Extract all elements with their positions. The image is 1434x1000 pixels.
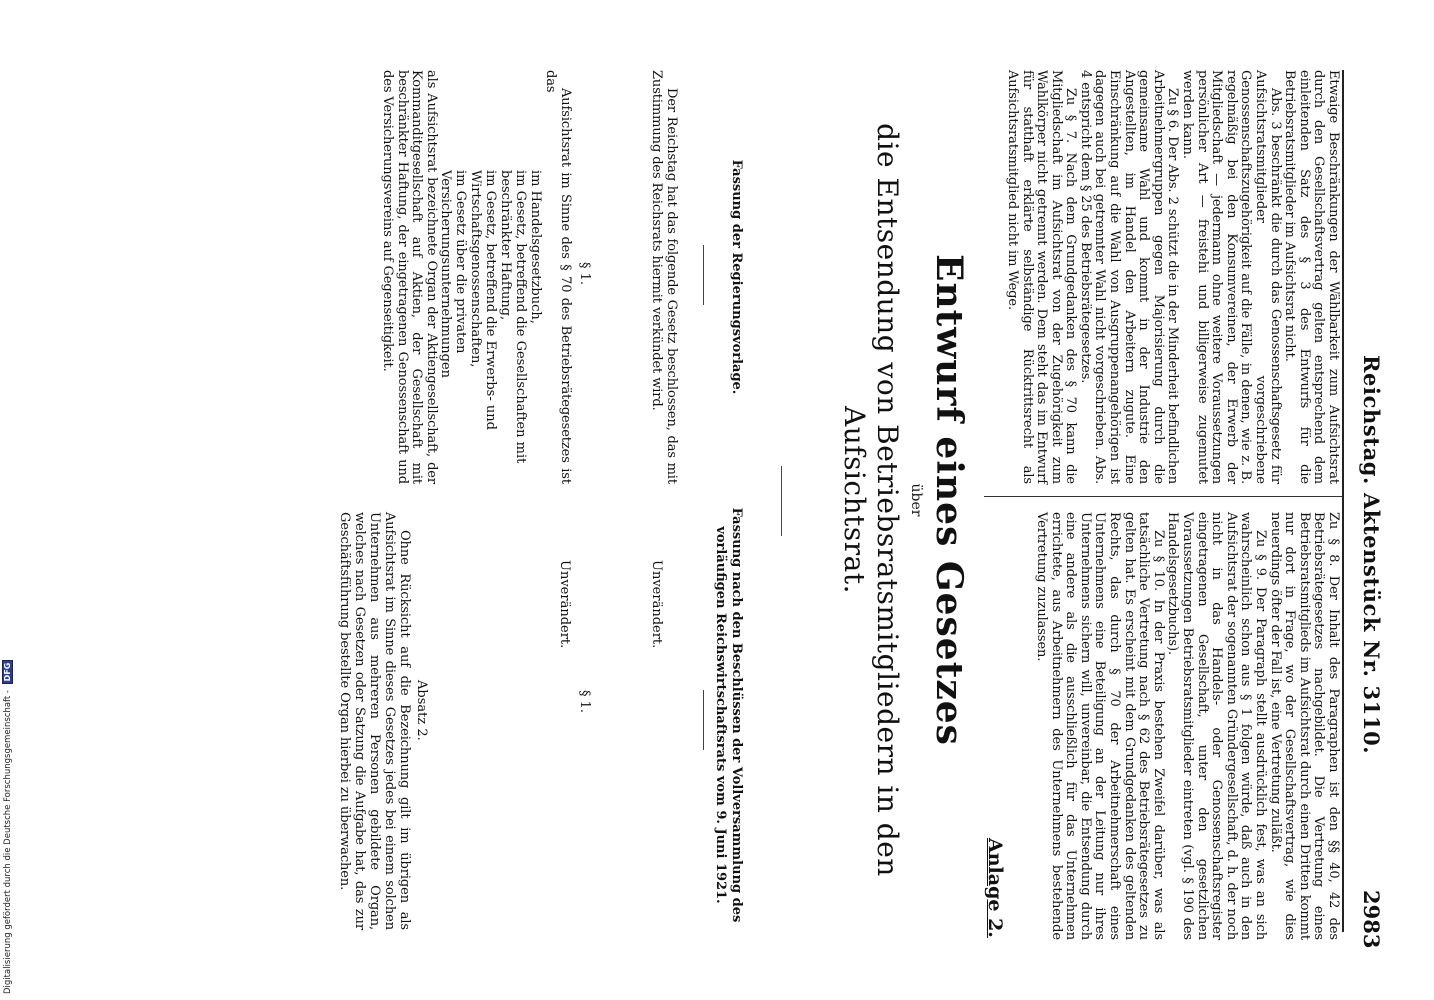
title-separator xyxy=(781,466,782,536)
page-number: 2983 xyxy=(1359,890,1384,949)
law-title-block xyxy=(838,70,972,930)
paragraph-2-label: Absatz 2. xyxy=(414,680,429,741)
government-draft-heading: Fassung der Regierungsvorlage. xyxy=(729,159,744,395)
heading-separator-left xyxy=(703,245,704,305)
header-rule xyxy=(1342,70,1344,932)
section-1-text xyxy=(379,70,572,484)
running-header-title: Reichstag. Aktenstück Nr. 3110. xyxy=(1359,355,1384,755)
law-title-subject: die Entsendung von Betriebsratsmitgliedern in den Aufsichtsrat. xyxy=(838,123,904,877)
dfg-logo: DFG xyxy=(2,660,13,685)
section-heading-left: § 1. xyxy=(577,262,592,286)
law-list-item: im Handelsgesetzbuch, xyxy=(527,170,543,324)
commentary-paragraph: Zu § 7. Nach dem Grundgedanken des § 70 kann die Mitgliedschaft im Aufsichtsrat von der Zugehörigkeit zum Wahlkörper nicht getrennt werden. Dem steht das im Entwurf für statthaft erklärte selbständige Rücktrittsrecht als Aufsichtsratsmitglied nicht im Wege. xyxy=(1004,70,1079,484)
section-1-outro: als Aufsichtsrat bezeichnete Organ der Aktiengesellschaft, der Kommanditgesellschaft auf Aktien, der Gesellschaft mit beschränkter Haftung, der eingetragenen Genossenschaft und des Versicherungsvereins auf Gegenseitigkeit. xyxy=(380,70,439,484)
column-divider xyxy=(984,496,1342,497)
heading-separator-right xyxy=(703,690,704,750)
section-1-intro: Aufsichtsrat im Sinne des § 70 des Betriebsrätegesetzes ist das xyxy=(543,70,573,484)
annex-label: Anlage 2. xyxy=(984,838,1006,938)
section-heading-right: § 1. xyxy=(577,690,592,714)
commentary-paragraph: Zu § 10. In der Praxis bestehen Zweifel darüber, was als tatsächliche Vertretung nach § 62 des Betriebsrätegesetzes zu gelten hat. Es erscheint mit dem Grundgedanken des geltenden Rechts, das durch § 70 der Arbeitnehmerschaft eines Unternehmens eine Beteiligung an der Leitung nur ihres Unternehmens sichern will, unvereinbar, die Entsendung durch eine andere als die ausschließlich für das Unternehmen errichtete, aus Arbeitnehmern des Unternehmens bestehende Vertretung zuzulassen. xyxy=(1034,512,1166,940)
paragraph-2-text: Ohne Rücksicht auf die Bezeichnung gilt im übrigen als Aufsichtsrat im Sinne dieses Gesetzes jedes bei einem solchen Unternehmen aus mehreren Personen gebildete Organ, welches nach Gesetzen oder Satzung die Aufgabe hat, das zur Geschäftsführung bestellte Organ hierbei zu überwachen. xyxy=(337,512,412,930)
law-list-item: im Gesetz, betreffend die Erwerbs- und Wirtschaftsgenossenschaften, xyxy=(467,170,498,430)
commentary-right-column xyxy=(1034,512,1340,940)
law-list xyxy=(438,170,543,484)
commentary-paragraph: Zu § 9. Der Paragraph stellt ausdrücklich fest, was an sich wahrscheinlich schon aus § 1 folgen würde, daß auch in den Aufsichtsrat der sogenannten Gründergesellschaft, d. h. der noch nicht in das Handels- oder Genossenschaftsregister eingetragenen Gesellschaft, unter den gesetzlichen Voraussetzungen Betriebsratsmitglieder eintreten (vgl. § 190 des Handelsgesetzbuchs). xyxy=(1165,512,1269,940)
commentary-left-column xyxy=(1004,70,1340,484)
law-list-item: im Gesetz über die privaten Versicherungsunternehmungen xyxy=(437,170,468,379)
unchanged-note: Unverändert. xyxy=(557,560,572,649)
enactment-clause: Der Reichstag hat das folgende Gesetz beschlossen, das mit Zustimmung des Reichsrats hiermit verkündet wird. xyxy=(649,70,679,484)
economic-council-version-heading: Fassung nach den Beschlüssen der Vollversammlung des vorläufigen Reichswirtschaftsrats vom 9. Juni 1921. xyxy=(713,507,744,923)
commentary-paragraph: Etwaige Beschränkungen der Wählbarkeit zum Aufsichtsrat durch den Gesellschaftsvertrag gelten entsprechend dem einleitenden Satz des § 3 des Entwurfs für die Betriebsratsmitglieder im Aufsichtsrat nicht. xyxy=(1282,70,1341,484)
digitization-footer xyxy=(2,0,13,994)
law-title-connector: über xyxy=(908,483,924,517)
commentary-paragraph: Zu § 6. Der Abs. 2 schützt die in der Minderheit befindlichen Arbeitnehmergruppen gegen Majorisierung durch die gemeinsame Wahl und kommt in der Industrie den Angestellten, im Handel den Arbeitern zugute. Eine Einschränkung auf die Wahl von Ausgruppenangehörigen ist dagegen auch bei getrennter Wahl nicht vorgeschrieben. Abs. 4 entspricht dem § 25 des Betriebsrätegesetzes. xyxy=(1077,70,1181,484)
commentary-paragraph: Zu § 8. Der Inhalt des Paragraphen ist den §§ 40, 42 des Betriebsrätegesetzes nachgebildet. Die Vertretung eines Betriebsratsmitglieds im Aufsichtsrat durch einen Dritten kommt nur dort in Frage, wo der Gesellschaftsvertrag, wie dies neuerdings öfter der Fall ist, eine Vertretung zuläßt. xyxy=(1267,512,1341,940)
law-list-item: im Gesetz, betreffend die Gesellschaften mit beschränkter Haftung, xyxy=(497,170,528,464)
commentary-paragraph: Abs. 3 beschränkt die durch das Genossenschaftsgesetz für Aufsichtsratsmitglieder vorgeschriebene Genossenschaftszugehörigkeit auf die Fälle, in denen, wie z. B. regelmäßig bei den Konsumvereinen, der Erwerb der Mitgliedschaft — jedermann ohne weitere Voraussetzungen persönlicher Art — freistehi und billigerweise zugemutet werden kann. xyxy=(1180,70,1283,484)
law-title-main: Entwurf eines Gesetzes xyxy=(928,254,970,746)
unchanged-note: Unverändert. xyxy=(649,560,664,649)
footer-attribution: Digitalisierung gefördert durch die Deutsche Forschungsgemeinschaft - xyxy=(3,690,13,994)
